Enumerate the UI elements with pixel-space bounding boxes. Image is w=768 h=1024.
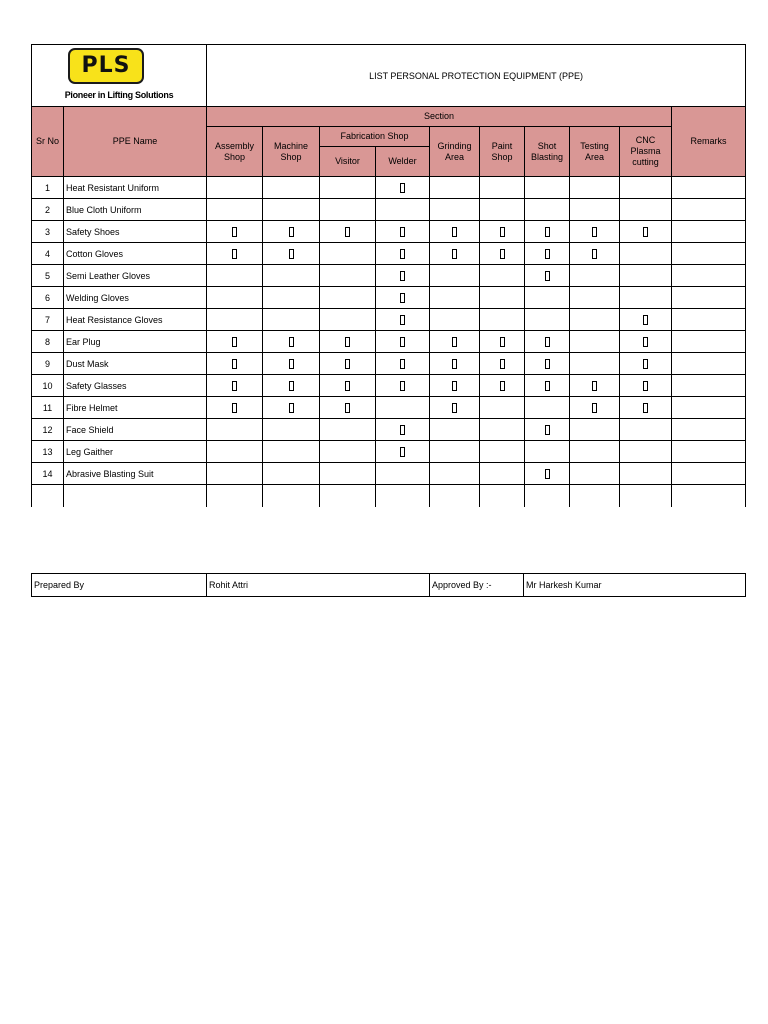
check-mark-icon (400, 271, 405, 281)
section-cnc-plasma-cutting-cell (620, 265, 672, 287)
section-paint-shop-cell (480, 199, 525, 221)
section-visitor-cell (320, 419, 376, 441)
section-assembly-shop-cell (207, 199, 263, 221)
remarks-cell (672, 199, 746, 221)
section-header: Section (207, 107, 672, 127)
section-welder-cell (376, 199, 430, 221)
section-machine-shop-cell (263, 441, 320, 463)
section-cnc-plasma-cutting-cell (620, 199, 672, 221)
check-mark-icon (289, 337, 294, 347)
section-machine-shop-cell (263, 375, 320, 397)
check-mark-icon (500, 227, 505, 237)
section-shot-blasting-cell (525, 199, 570, 221)
check-mark-icon (643, 359, 648, 369)
sr-no-header: Sr No (32, 107, 64, 177)
check-mark-icon (345, 403, 350, 413)
section-welder-cell (376, 221, 430, 243)
section-paint-shop-cell (480, 221, 525, 243)
section-testing-area-cell (570, 265, 620, 287)
check-mark-icon (232, 337, 237, 347)
section-visitor-cell (320, 397, 376, 419)
table-row (32, 331, 746, 353)
check-mark-icon (500, 381, 505, 391)
section-grinding-area-cell (430, 441, 480, 463)
sr-no-cell: 6 (32, 287, 64, 309)
section-shot-blasting-cell (525, 309, 570, 331)
check-mark-icon (545, 337, 550, 347)
company-tagline: Pioneer in Lifting Solutions (64, 90, 174, 100)
remarks-cell (672, 375, 746, 397)
table-row-empty (32, 485, 746, 507)
table-row (32, 397, 746, 419)
check-mark-icon (452, 381, 457, 391)
check-mark-icon (289, 359, 294, 369)
section-shot-blasting-cell (525, 177, 570, 199)
check-mark-icon (500, 249, 505, 259)
section-testing-area-cell (570, 199, 620, 221)
check-mark-icon (643, 337, 648, 347)
remarks-cell (672, 353, 746, 375)
section-grinding-area-cell (430, 243, 480, 265)
check-mark-icon (400, 359, 405, 369)
table-row (32, 463, 746, 485)
section-grinding-area-cell (430, 463, 480, 485)
empty-cell (430, 485, 480, 507)
section-paint-shop-cell (480, 397, 525, 419)
section-assembly-shop-cell (207, 353, 263, 375)
section-paint-shop-cell (480, 177, 525, 199)
section-cnc-plasma-cutting-cell (620, 375, 672, 397)
check-mark-icon (345, 359, 350, 369)
section-visitor-cell (320, 375, 376, 397)
section-shot-blasting-cell (525, 441, 570, 463)
section-welder-cell (376, 177, 430, 199)
empty-cell (64, 485, 207, 507)
ppe-name-header: PPE Name (64, 107, 207, 177)
section-cnc-plasma-cutting-cell (620, 177, 672, 199)
sr-no-cell: 13 (32, 441, 64, 463)
table-row (32, 419, 746, 441)
section-machine-shop-cell (263, 353, 320, 375)
section-visitor-cell (320, 265, 376, 287)
check-mark-icon (500, 359, 505, 369)
section-assembly-shop-cell (207, 177, 263, 199)
ppe-name-cell: Leg Gaither (64, 441, 207, 463)
check-mark-icon (289, 227, 294, 237)
ppe-name-cell: Safety Shoes (64, 221, 207, 243)
section-grinding-area-cell (430, 287, 480, 309)
check-mark-icon (232, 249, 237, 259)
section-cnc-plasma-cutting-cell (620, 397, 672, 419)
ppe-name-cell: Abrasive Blasting Suit (64, 463, 207, 485)
check-mark-icon (400, 425, 405, 435)
section-welder-cell (376, 353, 430, 375)
remarks-cell (672, 441, 746, 463)
section-grinding-area-cell (430, 221, 480, 243)
section-assembly-shop-cell (207, 441, 263, 463)
company-logo-cell (32, 45, 207, 107)
section-testing-area-cell (570, 353, 620, 375)
section-assembly-shop-cell (207, 463, 263, 485)
section-grinding-area-cell (430, 419, 480, 441)
sr-no-cell: 11 (32, 397, 64, 419)
sr-no-cell: 9 (32, 353, 64, 375)
check-mark-icon (345, 227, 350, 237)
ppe-name-cell: Fibre Helmet (64, 397, 207, 419)
section-testing-area-cell (570, 177, 620, 199)
section-cnc-plasma-cutting-cell (620, 353, 672, 375)
section-grinding-area-cell (430, 177, 480, 199)
remarks-cell (672, 221, 746, 243)
cnc-plasma-cutting-header: CNC Plasma cutting (620, 127, 672, 177)
section-machine-shop-cell (263, 265, 320, 287)
section-welder-cell (376, 287, 430, 309)
section-machine-shop-cell (263, 221, 320, 243)
check-mark-icon (643, 315, 648, 325)
section-testing-area-cell (570, 221, 620, 243)
empty-cell (570, 485, 620, 507)
section-visitor-cell (320, 287, 376, 309)
section-cnc-plasma-cutting-cell (620, 243, 672, 265)
remarks-cell (672, 397, 746, 419)
check-mark-icon (452, 359, 457, 369)
section-paint-shop-cell (480, 265, 525, 287)
empty-cell (320, 485, 376, 507)
remarks-cell (672, 287, 746, 309)
sr-no-cell: 7 (32, 309, 64, 331)
ppe-name-cell: Heat Resistance Gloves (64, 309, 207, 331)
section-welder-cell (376, 309, 430, 331)
section-machine-shop-cell (263, 309, 320, 331)
check-mark-icon (545, 249, 550, 259)
section-shot-blasting-cell (525, 397, 570, 419)
check-mark-icon (643, 227, 648, 237)
empty-cell (480, 485, 525, 507)
empty-cell (525, 485, 570, 507)
section-visitor-cell (320, 177, 376, 199)
section-cnc-plasma-cutting-cell (620, 419, 672, 441)
ppe-name-cell: Semi Leather Gloves (64, 265, 207, 287)
ppe-name-cell: Dust Mask (64, 353, 207, 375)
section-welder-cell (376, 375, 430, 397)
fabrication-shop-header: Fabrication Shop (320, 127, 430, 147)
remarks-cell (672, 331, 746, 353)
section-machine-shop-cell (263, 397, 320, 419)
table-row (32, 441, 746, 463)
check-mark-icon (545, 271, 550, 281)
table-row (32, 221, 746, 243)
section-machine-shop-cell (263, 419, 320, 441)
section-machine-shop-cell (263, 177, 320, 199)
empty-cell (32, 485, 64, 507)
section-assembly-shop-cell (207, 309, 263, 331)
section-grinding-area-cell (430, 309, 480, 331)
section-welder-cell (376, 397, 430, 419)
check-mark-icon (452, 337, 457, 347)
check-mark-icon (400, 227, 405, 237)
section-grinding-area-cell (430, 265, 480, 287)
check-mark-icon (452, 403, 457, 413)
section-welder-cell (376, 243, 430, 265)
remarks-cell (672, 463, 746, 485)
machine-shop-header: Machine Shop (263, 127, 320, 177)
check-mark-icon (452, 227, 457, 237)
section-assembly-shop-cell (207, 331, 263, 353)
section-welder-cell (376, 441, 430, 463)
section-cnc-plasma-cutting-cell (620, 221, 672, 243)
section-machine-shop-cell (263, 463, 320, 485)
check-mark-icon (545, 425, 550, 435)
check-mark-icon (345, 337, 350, 347)
check-mark-icon (400, 337, 405, 347)
check-mark-icon (545, 359, 550, 369)
section-cnc-plasma-cutting-cell (620, 463, 672, 485)
section-testing-area-cell (570, 331, 620, 353)
check-mark-icon (289, 403, 294, 413)
section-grinding-area-cell (430, 331, 480, 353)
shot-blasting-header: Shot Blasting (525, 127, 570, 177)
document-title: LIST PERSONAL PROTECTION EQUIPMENT (PPE) (207, 45, 746, 107)
section-testing-area-cell (570, 287, 620, 309)
check-mark-icon (452, 249, 457, 259)
section-testing-area-cell (570, 419, 620, 441)
remarks-cell (672, 177, 746, 199)
check-mark-icon (289, 249, 294, 259)
section-paint-shop-cell (480, 375, 525, 397)
ppe-name-cell: Cotton Gloves (64, 243, 207, 265)
empty-cell (376, 485, 430, 507)
sr-no-cell: 4 (32, 243, 64, 265)
check-mark-icon (545, 469, 550, 479)
section-paint-shop-cell (480, 353, 525, 375)
section-machine-shop-cell (263, 331, 320, 353)
section-paint-shop-cell (480, 419, 525, 441)
section-welder-cell (376, 463, 430, 485)
visitor-header: Visitor (320, 147, 376, 177)
section-testing-area-cell (570, 375, 620, 397)
empty-cell (207, 485, 263, 507)
table-row (32, 199, 746, 221)
ppe-name-cell: Heat Resistant Uniform (64, 177, 207, 199)
section-shot-blasting-cell (525, 375, 570, 397)
section-shot-blasting-cell (525, 353, 570, 375)
section-shot-blasting-cell (525, 419, 570, 441)
remarks-cell (672, 309, 746, 331)
check-mark-icon (400, 249, 405, 259)
section-paint-shop-cell (480, 287, 525, 309)
section-machine-shop-cell (263, 287, 320, 309)
approved-by-value: Mr Harkesh Kumar (524, 574, 746, 597)
section-shot-blasting-cell (525, 221, 570, 243)
section-cnc-plasma-cutting-cell (620, 441, 672, 463)
empty-cell (263, 485, 320, 507)
section-cnc-plasma-cutting-cell (620, 309, 672, 331)
check-mark-icon (400, 447, 405, 457)
section-shot-blasting-cell (525, 287, 570, 309)
section-machine-shop-cell (263, 199, 320, 221)
section-assembly-shop-cell (207, 221, 263, 243)
ppe-name-cell: Welding Gloves (64, 287, 207, 309)
remarks-header: Remarks (672, 107, 746, 177)
section-shot-blasting-cell (525, 243, 570, 265)
section-grinding-area-cell (430, 353, 480, 375)
ppe-name-cell: Blue Cloth Uniform (64, 199, 207, 221)
section-assembly-shop-cell (207, 287, 263, 309)
signature-table (31, 573, 746, 597)
sr-no-cell: 14 (32, 463, 64, 485)
check-mark-icon (232, 381, 237, 391)
table-row (32, 265, 746, 287)
prepared-by-value: Rohit Attri (207, 574, 430, 597)
section-welder-cell (376, 265, 430, 287)
table-row (32, 353, 746, 375)
table-row (32, 309, 746, 331)
check-mark-icon (232, 359, 237, 369)
prepared-by-label: Prepared By (32, 574, 207, 597)
sr-no-cell: 8 (32, 331, 64, 353)
table-row (32, 375, 746, 397)
pls-logo: PLS (68, 48, 144, 84)
section-shot-blasting-cell (525, 463, 570, 485)
section-visitor-cell (320, 441, 376, 463)
paint-shop-header: Paint Shop (480, 127, 525, 177)
check-mark-icon (232, 227, 237, 237)
ppe-table (31, 44, 746, 507)
remarks-cell (672, 265, 746, 287)
sr-no-cell: 3 (32, 221, 64, 243)
check-mark-icon (643, 381, 648, 391)
sr-no-cell: 10 (32, 375, 64, 397)
section-cnc-plasma-cutting-cell (620, 287, 672, 309)
remarks-cell (672, 243, 746, 265)
section-paint-shop-cell (480, 243, 525, 265)
section-testing-area-cell (570, 397, 620, 419)
sr-no-cell: 1 (32, 177, 64, 199)
section-welder-cell (376, 419, 430, 441)
check-mark-icon (400, 293, 405, 303)
check-mark-icon (545, 381, 550, 391)
section-assembly-shop-cell (207, 397, 263, 419)
section-visitor-cell (320, 463, 376, 485)
check-mark-icon (592, 249, 597, 259)
check-mark-icon (592, 403, 597, 413)
check-mark-icon (289, 381, 294, 391)
section-assembly-shop-cell (207, 419, 263, 441)
section-visitor-cell (320, 243, 376, 265)
section-visitor-cell (320, 353, 376, 375)
section-assembly-shop-cell (207, 243, 263, 265)
section-shot-blasting-cell (525, 265, 570, 287)
section-welder-cell (376, 331, 430, 353)
section-testing-area-cell (570, 309, 620, 331)
section-testing-area-cell (570, 441, 620, 463)
section-grinding-area-cell (430, 199, 480, 221)
remarks-cell (672, 419, 746, 441)
check-mark-icon (592, 227, 597, 237)
welder-header: Welder (376, 147, 430, 177)
section-grinding-area-cell (430, 375, 480, 397)
empty-cell (672, 485, 746, 507)
section-shot-blasting-cell (525, 331, 570, 353)
sr-no-cell: 12 (32, 419, 64, 441)
table-row (32, 177, 746, 199)
check-mark-icon (400, 381, 405, 391)
section-paint-shop-cell (480, 331, 525, 353)
section-assembly-shop-cell (207, 265, 263, 287)
section-visitor-cell (320, 331, 376, 353)
section-machine-shop-cell (263, 243, 320, 265)
section-visitor-cell (320, 199, 376, 221)
check-mark-icon (545, 227, 550, 237)
empty-cell (620, 485, 672, 507)
section-assembly-shop-cell (207, 375, 263, 397)
sr-no-cell: 5 (32, 265, 64, 287)
check-mark-icon (232, 403, 237, 413)
section-visitor-cell (320, 221, 376, 243)
grinding-area-header: Grinding Area (430, 127, 480, 177)
assembly-shop-header: Assembly Shop (207, 127, 263, 177)
section-visitor-cell (320, 309, 376, 331)
check-mark-icon (643, 403, 648, 413)
ppe-name-cell: Safety Glasses (64, 375, 207, 397)
check-mark-icon (400, 315, 405, 325)
section-testing-area-cell (570, 243, 620, 265)
section-cnc-plasma-cutting-cell (620, 331, 672, 353)
approved-by-label: Approved By :- (430, 574, 524, 597)
check-mark-icon (345, 381, 350, 391)
sr-no-cell: 2 (32, 199, 64, 221)
section-grinding-area-cell (430, 397, 480, 419)
section-paint-shop-cell (480, 441, 525, 463)
table-row (32, 287, 746, 309)
check-mark-icon (592, 381, 597, 391)
section-paint-shop-cell (480, 463, 525, 485)
ppe-name-cell: Ear Plug (64, 331, 207, 353)
check-mark-icon (500, 337, 505, 347)
table-row (32, 243, 746, 265)
section-paint-shop-cell (480, 309, 525, 331)
testing-area-header: Testing Area (570, 127, 620, 177)
check-mark-icon (400, 183, 405, 193)
section-testing-area-cell (570, 463, 620, 485)
ppe-name-cell: Face Shield (64, 419, 207, 441)
